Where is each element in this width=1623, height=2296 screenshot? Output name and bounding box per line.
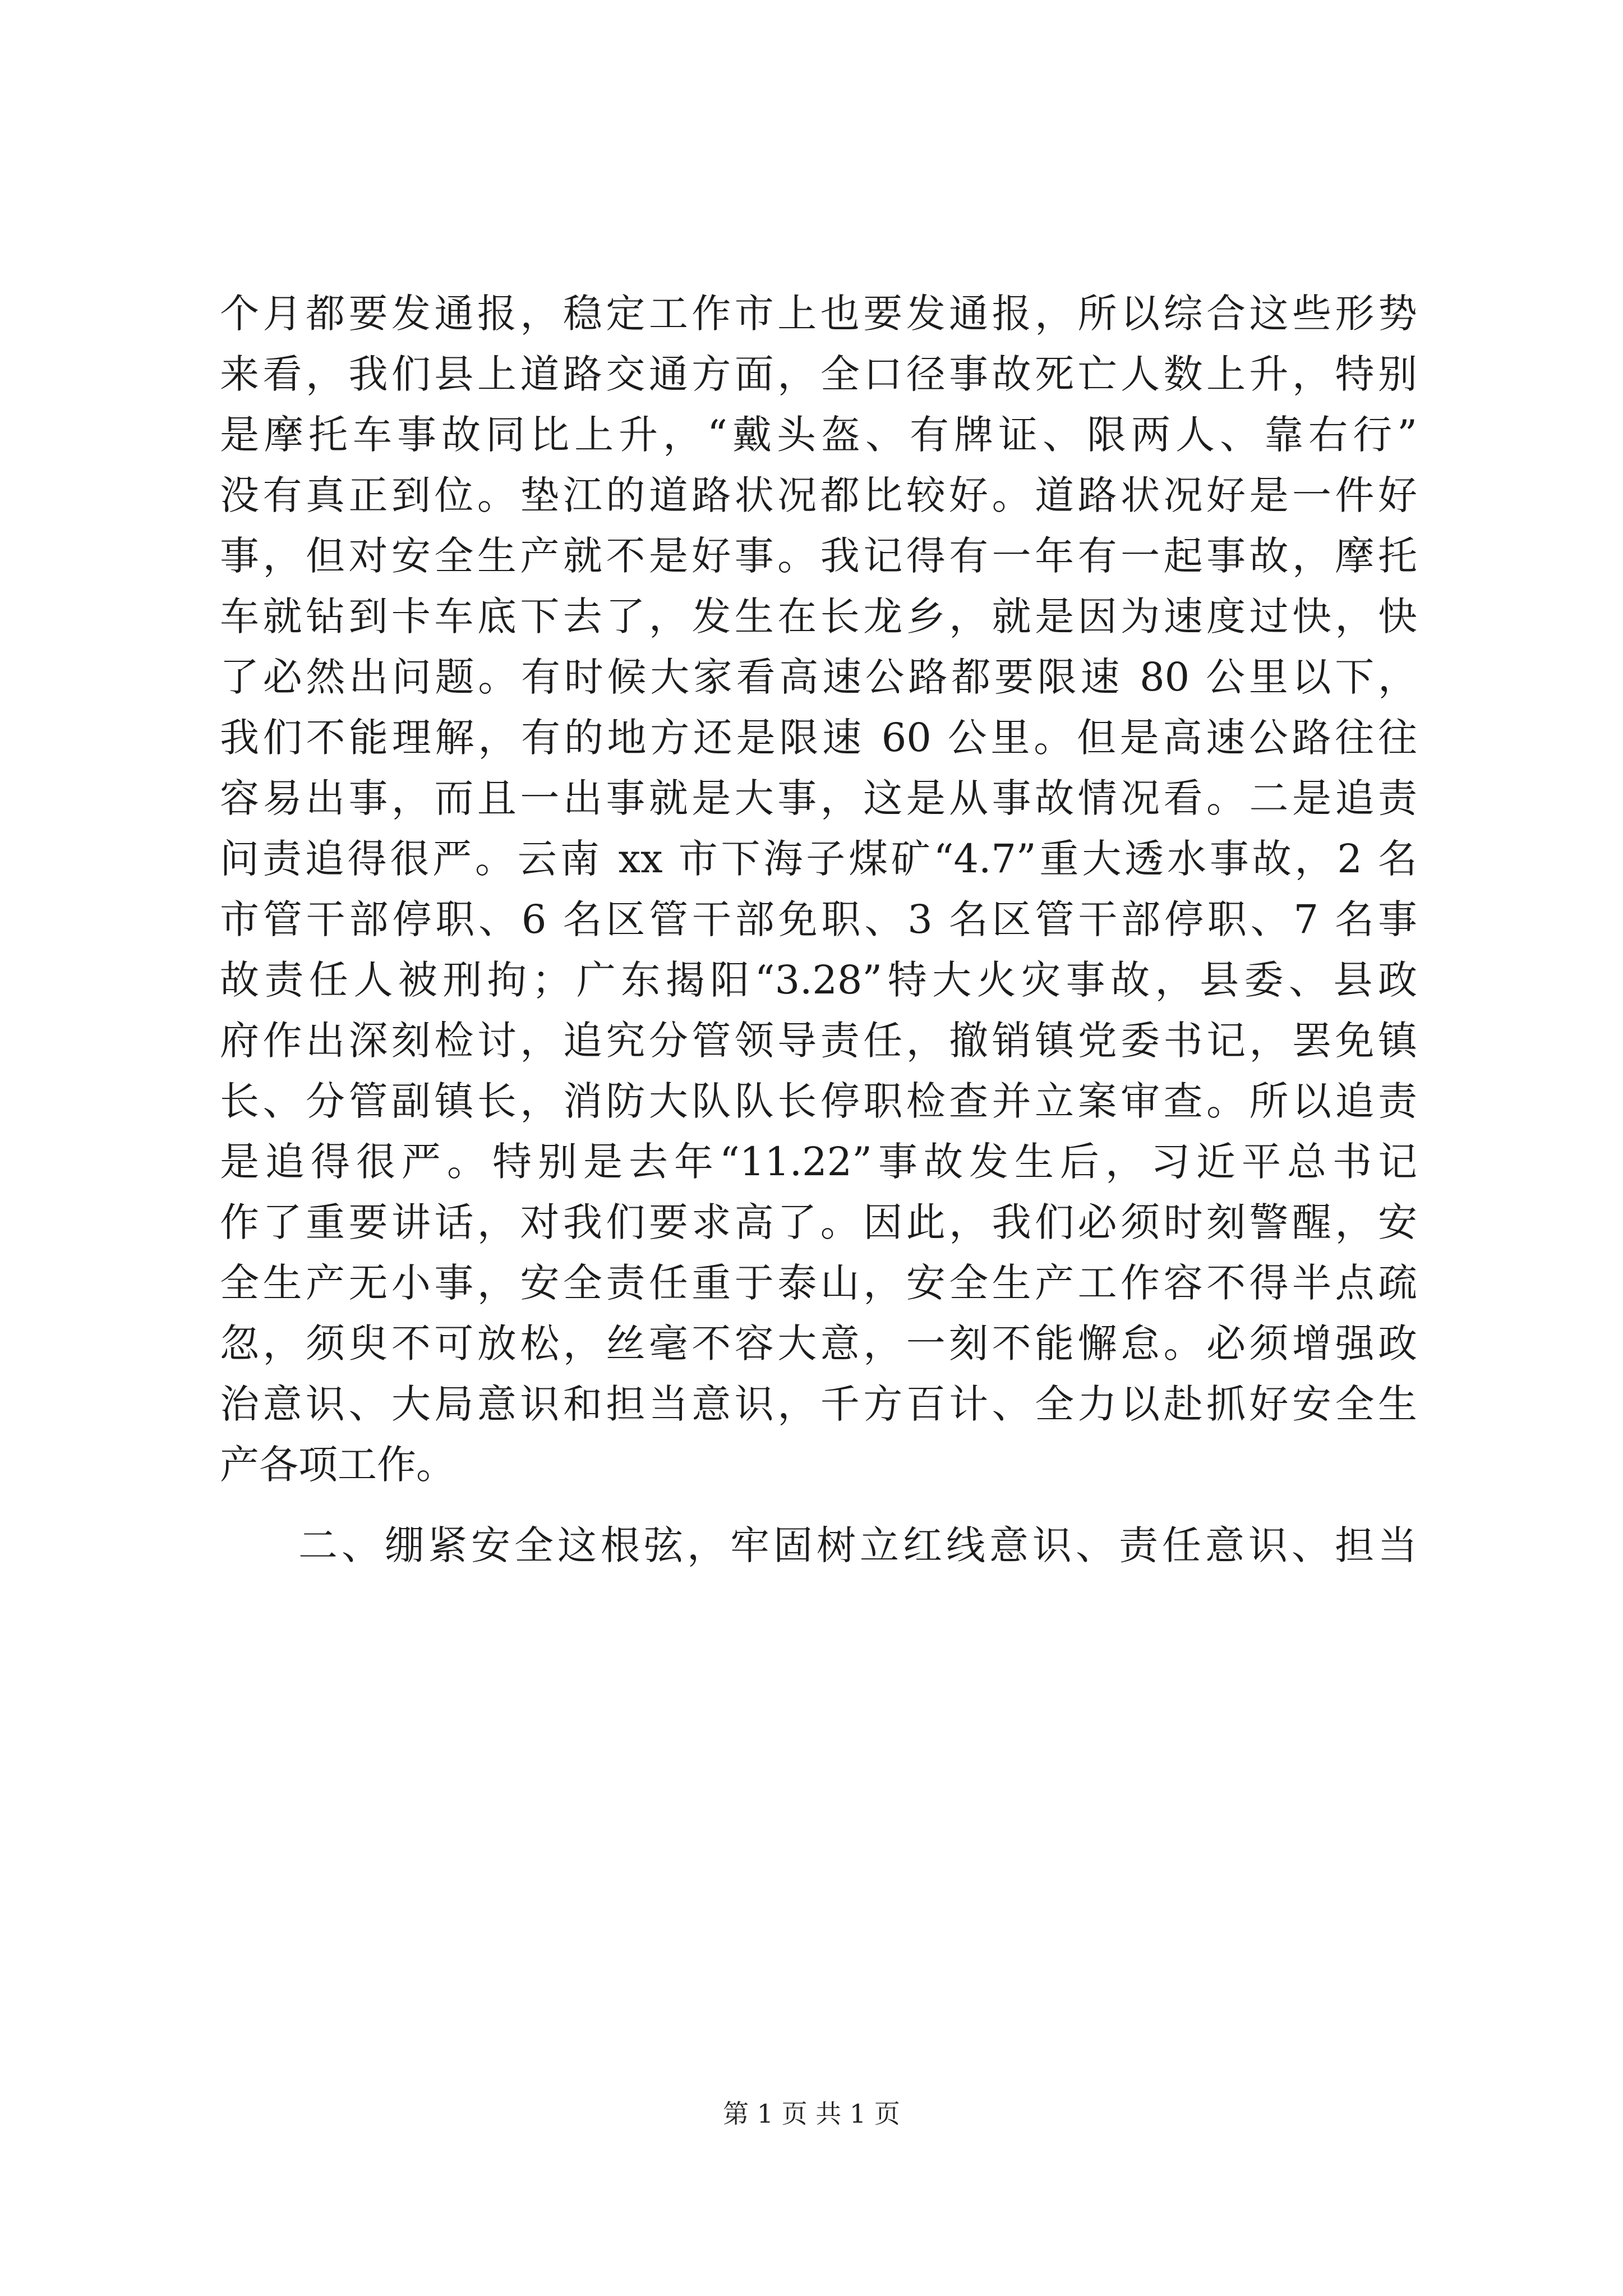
text-line: 车就钻到卡车底下去了，发生在长龙乡，就是因为速度过快，快 (220, 593, 1417, 639)
document-body (220, 283, 1417, 1576)
text-line: 没有真正到位。垫江的道路状况都比较好。道路状况好是一件好 (220, 472, 1417, 518)
page-footer: 第 1 页 共 1 页 (723, 2099, 900, 2129)
text-line: 事，但对安全生产就不是好事。我记得有一年有一起事故，摩托 (220, 533, 1417, 579)
text-line: 长、分管副镇长，消防大队队长停职检查并立案审查。所以追责 (220, 1078, 1417, 1124)
text-line: 忽，须臾不可放松，丝毫不容大意，一刻不能懈怠。必须增强政 (220, 1320, 1417, 1366)
text-line: 全生产无小事，安全责任重于泰山，安全生产工作容不得半点疏 (220, 1260, 1417, 1306)
section-heading-line: 二、绷紧安全这根弦，牢固树立红线意识、责任意识、担当 (298, 1522, 1417, 1568)
text-line: 市管干部停职、6 名区管干部免职、3 名区管干部停职、7 名事 (220, 896, 1417, 942)
text-line: 故责任人被刑拘；广东揭阳“3.28”特大火灾事故，县委、县政 (220, 957, 1417, 1003)
text-line: 是追得很严。特别是去年“11.22”事故发生后，习近平总书记 (220, 1139, 1417, 1185)
text-line: 府作出深刻检讨，追究分管领导责任，撤销镇党委书记，罢免镇 (220, 1018, 1417, 1064)
text-line: 容易出事，而且一出事就是大事，这是从事故情况看。二是追责 (220, 775, 1417, 821)
text-line: 个月都要发通报，稳定工作市上也要发通报，所以综合这些形势 (220, 291, 1417, 337)
text-line: 是摩托车事故同比上升，“戴头盔、有牌证、限两人、靠右行” (220, 412, 1417, 458)
text-line: 问责追得很严。云南 xx 市下海子煤矿“4.7”重大透水事故，2 名 (220, 836, 1417, 882)
text-line: 我们不能理解，有的地方还是限速 60 公里。但是高速公路往往 (220, 715, 1417, 761)
text-line: 作了重要讲话，对我们要求高了。因此，我们必须时刻警醒，安 (220, 1199, 1417, 1245)
text-line: 产各项工作。 (220, 1442, 455, 1488)
text-line: 治意识、大局意识和担当意识，千方百计、全力以赴抓好安全生 (220, 1381, 1417, 1427)
text-line: 了必然出问题。有时候大家看高速公路都要限速 80 公里以下， (220, 654, 1417, 700)
text-line: 来看，我们县上道路交通方面，全口径事故死亡人数上升，特别 (220, 351, 1417, 397)
